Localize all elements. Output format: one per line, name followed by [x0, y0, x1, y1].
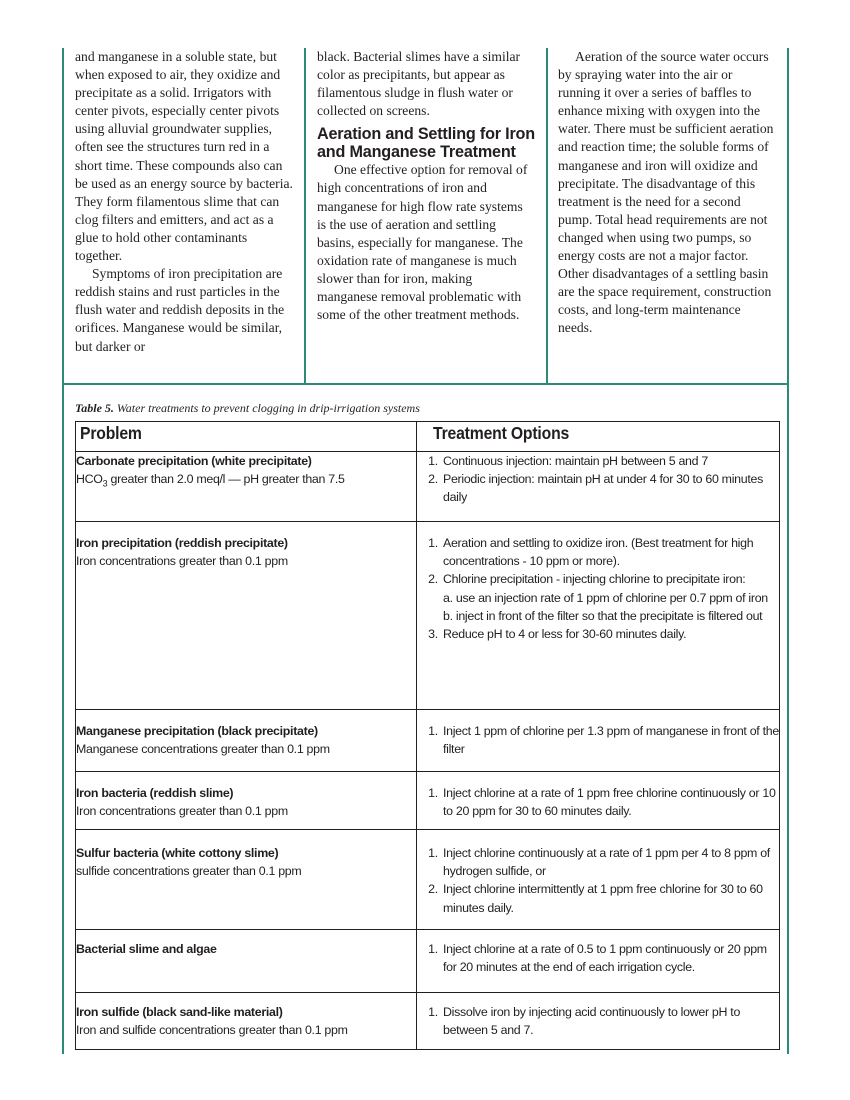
table-row — [76, 830, 780, 930]
problem-title: Iron precipitation (reddish precipitate) — [76, 536, 288, 550]
treatment-cell — [417, 772, 780, 830]
problem-title: Bacterial slime and algae — [76, 942, 217, 956]
left-table-rule — [62, 384, 64, 1054]
treatment-cell — [417, 522, 780, 710]
paragraph: One effective option for removal of high concentrations of iron and manganese for high flow rate systems is the use of aeration and settling basins, especially for manganese. The oxidation rate of manganese is much slower than for iron, making manganese removal problematic with some of the other treatment methods. — [317, 162, 528, 323]
header-problem: Problem — [76, 422, 417, 452]
problem-title: Carbonate precipitation (white precipitate) — [76, 454, 312, 468]
treatment-cell — [417, 930, 780, 993]
paragraph: black. Bacterial slimes have a similar color as precipitants, but appear as filamentous sludge in flush water or collected on screens. — [317, 49, 521, 119]
water-treatment-table — [75, 421, 780, 1050]
table-caption-text: Water treatments to prevent clogging in drip-irrigation systems — [116, 401, 420, 415]
problem-description: Iron concentrations greater than 0.1 ppm — [76, 554, 288, 569]
treatment-option: 2. Inject chlorine intermittently at 1 ppm free chlorine for 30 to 60 minutes daily. — [441, 880, 779, 916]
problem-cell — [76, 993, 417, 1050]
treatment-option: 1. Aeration and settling to oxidize iron. (Best treatment for high concentrations - 10 ppm or more). — [441, 534, 779, 570]
treatment-cell — [417, 710, 780, 772]
table-row — [76, 772, 780, 830]
treatment-option: 3. Reduce pH to 4 or less for 30-60 minutes daily. — [441, 625, 779, 643]
table-row — [76, 930, 780, 993]
treatment-option: 2. Chlorine precipitation - injecting chlorine to precipitate iron: a. use an injection rate of 1 ppm of chlorine per 0.7 ppm of iron b. inject in front of the filter so that the precipitate is filtered out — [441, 570, 779, 625]
section-divider-rule — [62, 383, 789, 385]
problem-description: Iron and sulfide concentrations greater than 0.1 ppm — [76, 1023, 348, 1038]
text-column-3 — [558, 48, 776, 338]
problem-description: sulfide concentrations greater than 0.1 ppm — [76, 864, 302, 879]
problem-cell — [76, 772, 417, 830]
treatment-suboption: a. use an injection rate of 1 ppm of chlorine per 0.7 ppm of iron — [443, 590, 768, 605]
column-divider-2 — [546, 48, 548, 383]
problem-description: Manganese concentrations greater than 0.1 ppm — [76, 742, 330, 757]
column-divider-1 — [304, 48, 306, 383]
problem-cell — [76, 522, 417, 710]
treatment-option: 1. Inject chlorine continuously at a rate of 1 ppm per 4 to 8 ppm of hydrogen sulfide, or — [441, 844, 779, 880]
problem-cell — [76, 452, 417, 522]
right-table-rule — [787, 384, 789, 1054]
paragraph: and manganese in a soluble state, but when exposed to air, they oxidize and precipitate as a solid. Irrigators with center pivots, especially center pivots using alluvial groundwater supplies, often see the structures turn red in a short time. These compounds also can be used as an energy source by bacteria. They form filamentous slime that can clog filters and emitters, and act as a glue to hold other contaminants together. — [75, 49, 293, 264]
table-caption-label: Table 5. — [75, 401, 114, 415]
paragraph: Aeration of the source water occurs by spraying water into the air or running it over a series of baffles to enhance mixing with oxygen into the water. There must be sufficient aeration and reaction time; the soluble forms of manganese and iron will oxidize and precipitate. The disadvantage of this treatment is the need for a second pump. Total head requirements are not changed when using two pumps, so energy costs are not a major factor. Other disadvantages of a settling basin are the space requirement, construction costs, and long-term maintenance needs. — [558, 49, 774, 336]
text-column-1 — [75, 48, 293, 356]
treatment-suboption: b. inject in front of the filter so that the precipitate is filtered out — [443, 608, 763, 623]
treatment-option: 2. Periodic injection: maintain pH at under 4 for 30 to 60 minutes daily — [441, 470, 779, 506]
treatment-option: 1. Inject 1 ppm of chlorine per 1.3 ppm of manganese in front of the filter — [441, 722, 779, 758]
right-margin-rule — [787, 48, 789, 383]
header-treatment-options: Treatment Options — [417, 422, 780, 452]
table-row — [76, 452, 780, 522]
table-row — [76, 993, 780, 1050]
treatment-option: 1. Continuous injection: maintain pH between 5 and 7 — [441, 452, 779, 470]
table-row — [76, 522, 780, 710]
table-header-row — [76, 422, 780, 452]
problem-title: Sulfur bacteria (white cottony slime) — [76, 846, 279, 860]
problem-cell — [76, 930, 417, 993]
treatment-option: 1. Inject chlorine at a rate of 1 ppm free chlorine continuously or 10 to 20 ppm for 30 to 60 minutes daily. — [441, 784, 779, 820]
treatment-cell — [417, 452, 780, 522]
problem-title: Iron sulfide (black sand-like material) — [76, 1005, 283, 1019]
paragraph: Symptoms of iron precipitation are reddish stains and rust particles in the flush water and reddish deposits in the orifices. Manganese would be similar, but darker or — [75, 266, 285, 354]
treatment-cell — [417, 830, 780, 930]
treatment-option: 1. Dissolve iron by injecting acid continuously to lower pH to between 5 and 7. — [441, 1003, 779, 1039]
problem-title: Manganese precipitation (black precipitate) — [76, 724, 318, 738]
text-column-2 — [317, 48, 535, 324]
problem-description: Iron concentrations greater than 0.1 ppm — [76, 804, 288, 819]
problem-title: Iron bacteria (reddish slime) — [76, 786, 234, 800]
treatment-option: 1. Inject chlorine at a rate of 0.5 to 1 ppm continuously or 20 ppm for 20 minutes at the end of each irrigation cycle. — [441, 940, 779, 976]
problem-cell — [76, 710, 417, 772]
section-heading: Aeration and Settling for Iron and Manganese Treatment — [317, 125, 535, 161]
problem-cell — [76, 830, 417, 930]
table-caption — [75, 401, 420, 416]
left-margin-rule — [62, 48, 64, 383]
table-row — [76, 710, 780, 772]
treatment-cell — [417, 993, 780, 1050]
problem-description: $HCO_3$ greater than 2.0 meq/l — pH greater than 7.5 — [76, 472, 345, 489]
